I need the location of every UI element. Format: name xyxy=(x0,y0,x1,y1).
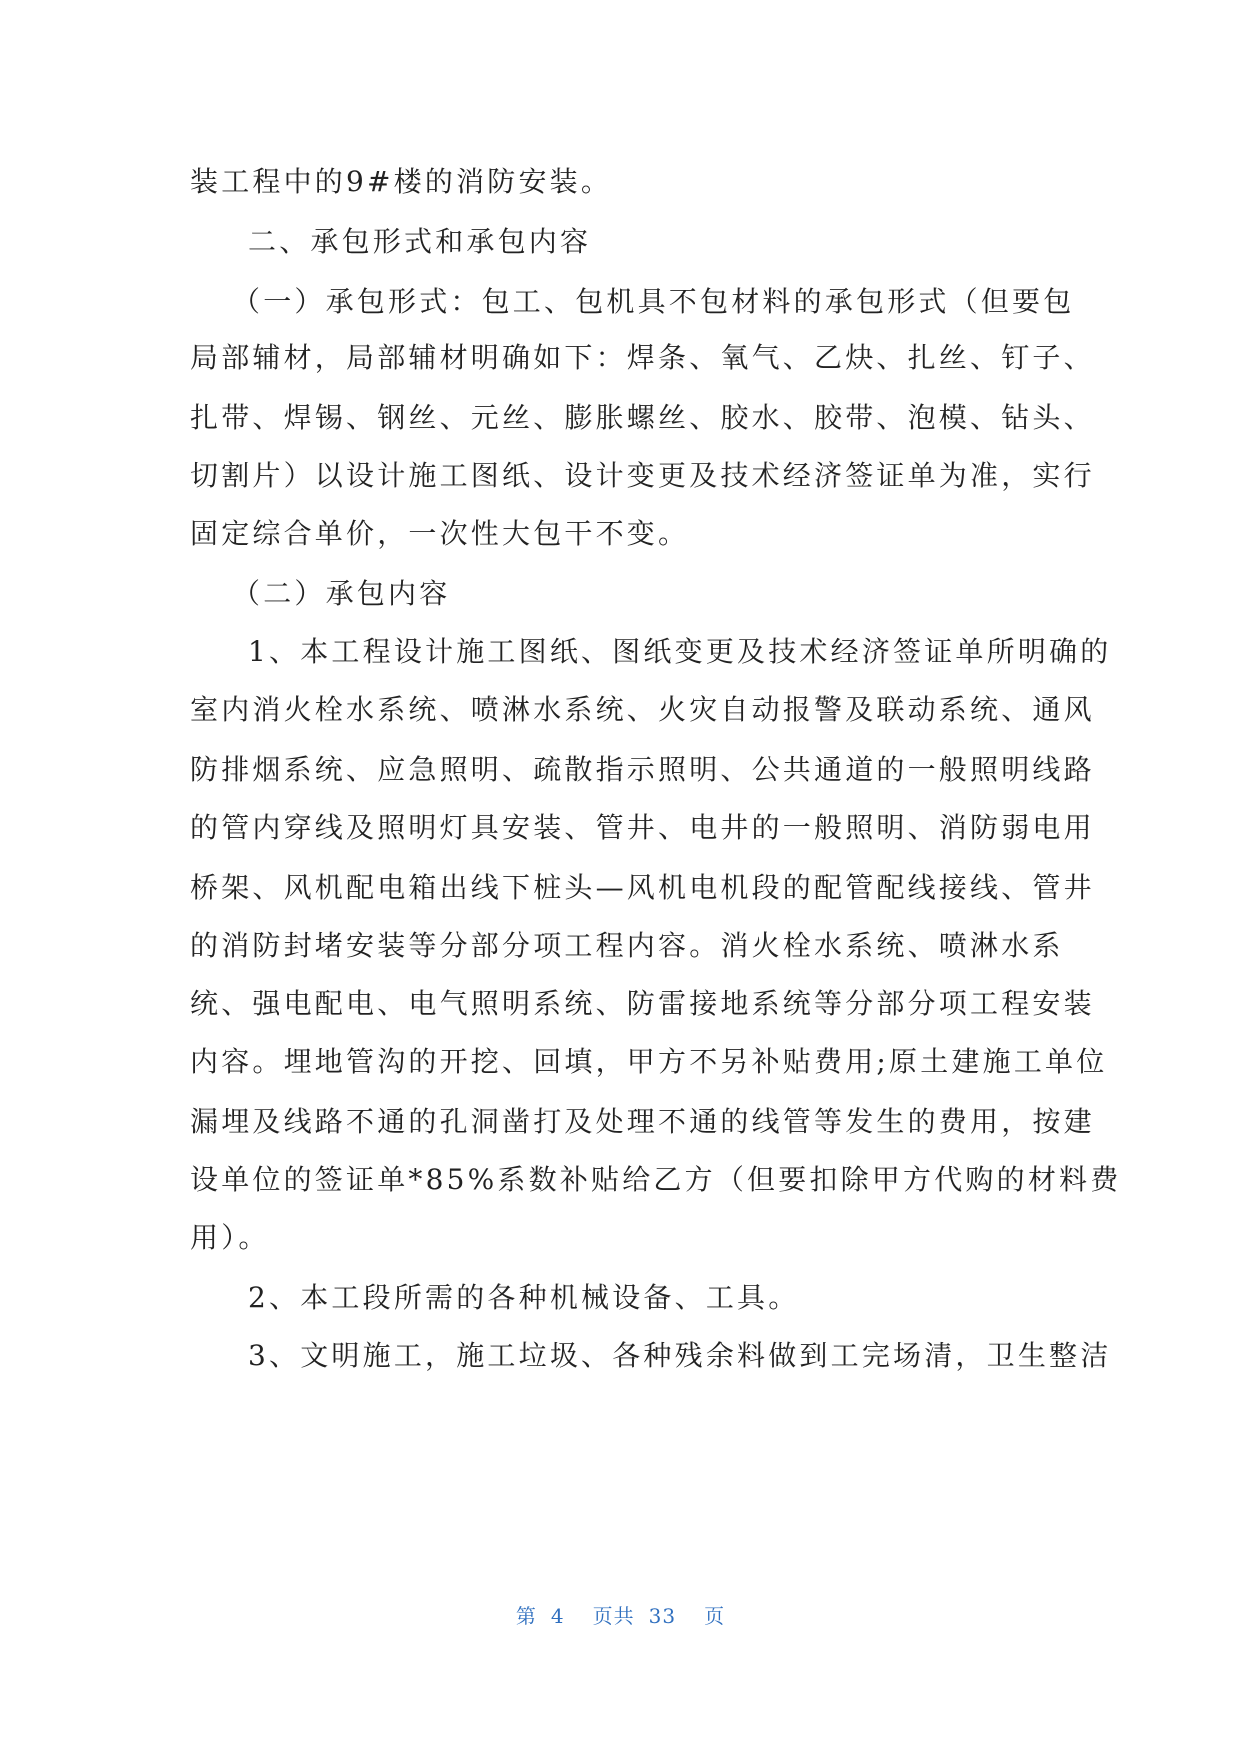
text-line: 2、本工段所需的各种机械设备、工具。 xyxy=(248,1281,800,1314)
section-heading: 二、承包形式和承包内容 xyxy=(248,225,592,258)
text-line: （一）承包形式：包工、包机具不包材料的承包形式（但要包 xyxy=(232,285,1075,318)
text-line: 装工程中的9#楼的消防安装。 xyxy=(190,165,613,198)
text-line: 室内消火栓水系统、喷淋水系统、火灾自动报警及联动系统、通风 xyxy=(190,693,1095,726)
text-line: 切割片）以设计施工图纸、设计变更及技术经济签证单为准，实行 xyxy=(190,459,1095,492)
footer-middle: 页共 xyxy=(592,1604,635,1628)
text-line: 扎带、焊锡、钢丝、元丝、膨胀螺丝、胶水、胶带、泡模、钻头、 xyxy=(190,401,1095,434)
text-line: 的消防封堵安装等分部分项工程内容。消火栓水系统、喷淋水系 xyxy=(190,929,1064,962)
text-line: 桥架、风机配电箱出线下桩头—风机电机段的配管配线接线、管井 xyxy=(190,871,1095,904)
footer-suffix: 页 xyxy=(704,1604,726,1628)
text-line: 局部辅材，局部辅材明确如下：焊条、氧气、乙炔、扎丝、钉子、 xyxy=(190,341,1095,374)
text-line: 固定综合单价，一次性大包干不变。 xyxy=(190,517,690,550)
text-line: 统、强电配电、电气照明系统、防雷接地系统等分部分项工程安装 xyxy=(190,987,1095,1020)
footer-total-pages: 33 xyxy=(648,1604,677,1628)
text-line: 1、本工程设计施工图纸、图纸变更及技术经济签证单所明确的 xyxy=(248,635,1112,668)
text-line: 的管内穿线及照明灯具安装、管井、电井的一般照明、消防弱电用 xyxy=(190,811,1095,844)
page-footer xyxy=(0,1600,1241,1629)
text-line: 用）。 xyxy=(190,1221,270,1254)
text-line: 设单位的签证单*85%系数补贴给乙方（但要扣除甲方代购的材料费 xyxy=(190,1163,1122,1196)
text-line: 内容。埋地管沟的开挖、回填，甲方不另补贴费用;原土建施工单位 xyxy=(190,1045,1108,1078)
footer-prefix: 第 xyxy=(515,1604,537,1628)
footer-page-number: 4 xyxy=(550,1604,565,1628)
text-line: 3、文明施工，施工垃圾、各种残余料做到工完场清，卫生整洁 xyxy=(248,1339,1112,1372)
text-line: 防排烟系统、应急照明、疏散指示照明、公共通道的一般照明线路 xyxy=(190,753,1095,786)
subsection-heading: （二）承包内容 xyxy=(232,577,451,610)
text-line: 漏埋及线路不通的孔洞凿打及处理不通的线管等发生的费用，按建 xyxy=(190,1105,1095,1138)
